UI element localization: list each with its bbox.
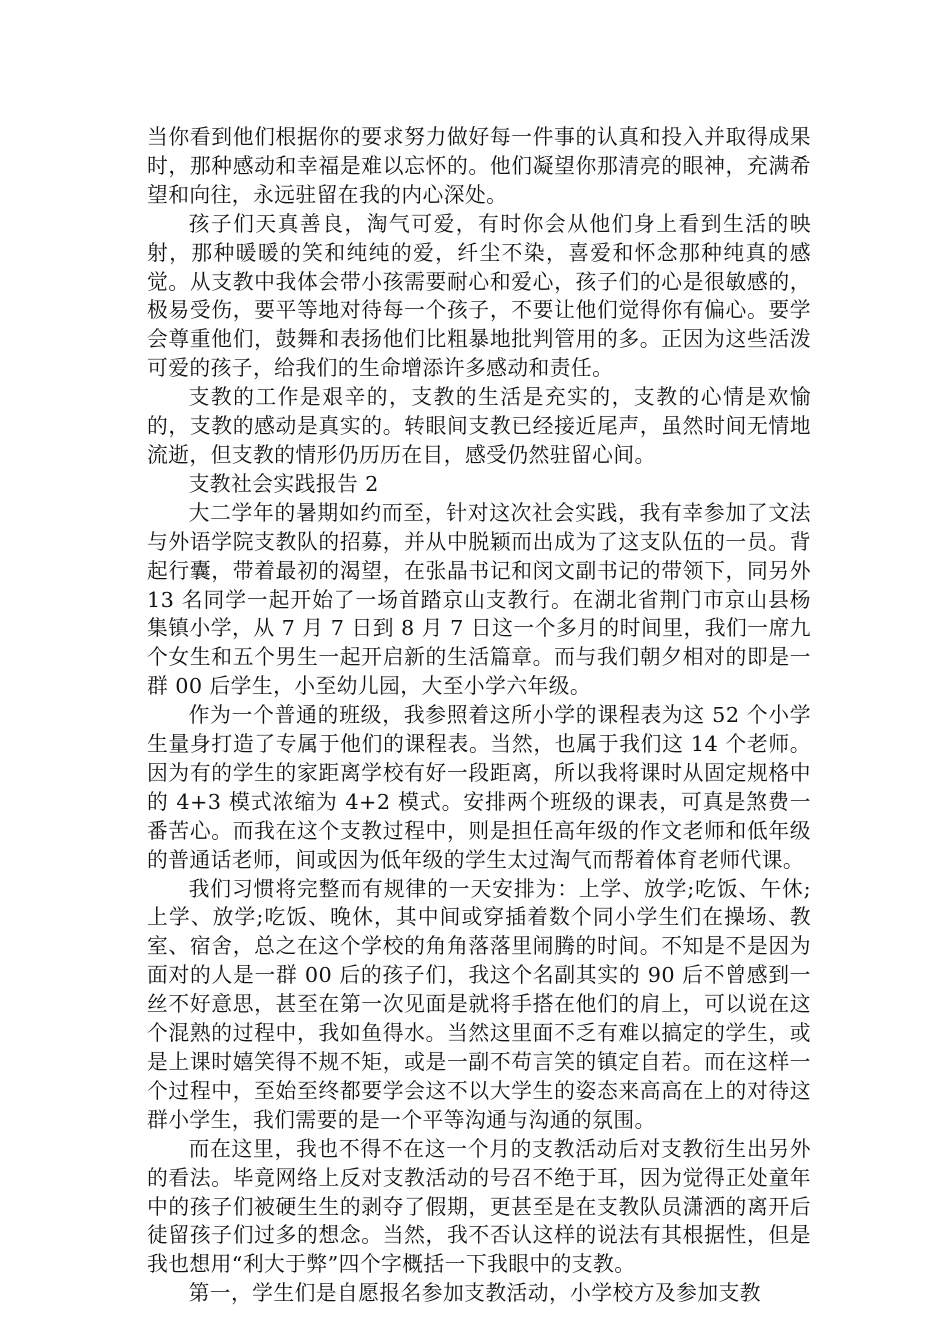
section-title: 支教社会实践报告 2 <box>188 471 379 496</box>
paragraph: 第一，学生们是自愿报名参加支教活动，小学校方及参加支教 <box>188 1281 761 1306</box>
paragraph: 而在这里，我也不得不在这一个月的支教活动后对支教衍生出另外的看法。毕竟网络上反对支教活动的号召不绝于耳，因为觉得正处童年中的孩子们被硬生生的剥夺了假期，更甚至是在支教队员潇洒的离开后徒留孩子们过多的想念。当然，我不否认这样的说法有其根据性，但是我也想用“利大于弊”四个字概括一下我眼中的支教。 <box>147 1136 811 1277</box>
paragraph: 大二学年的暑期如约而至，针对这次社会实践，我有幸参加了文法与外语学院支教队的招募，并从中脱颖而出成为了这支队伍的一员。背起行囊，带着最初的渴望，在张晶书记和闵文副书记的带领下，同另外 13 名同学一起开始了一场首踏京山支教行。在湖北省荆门市京山县杨集镇小学，从 7 月 7 日到 8 月 7 日这一个多月的时间里，我们一席九个女生和五个男生一起开启新的生活篇章。而与我们朝夕相对的即是一群 00 后学生，小至幼儿园，大至小学六年级。 <box>147 500 811 699</box>
paragraph: 支教的工作是艰辛的，支教的生活是充实的，支教的心情是欢愉的，支教的感动是真实的。转眼间支教已经接近尾声，虽然时间无情地流逝，但支教的情形仍历历在目，感受仍然驻留心间。 <box>147 385 811 467</box>
paragraph: 当你看到他们根据你的要求努力做好每一件事的认真和投入并取得成果时，那种感动和幸福是难以忘怀的。他们凝望你那清亮的眼神，充满希望和向往，永远驻留在我的内心深处。 <box>147 125 811 207</box>
document-body <box>147 123 811 1308</box>
paragraph: 孩子们天真善良，淘气可爱，有时你会从他们身上看到生活的映射，那种暖暖的笑和纯纯的爱，纤尘不染，喜爱和怀念那种纯真的感觉。从支教中我体会带小孩需要耐心和爱心，孩子们的心是很敏感的，极易受伤，要平等地对待每一个孩子，不要让他们觉得你有偏心。要学会尊重他们，鼓舞和表扬他们比粗暴地批判管用的多。正因为这些活泼可爱的孩子，给我们的生命增添许多感动和责任。 <box>147 211 811 381</box>
paragraph: 我们习惯将完整而有规律的一天安排为：上学、放学;吃饭、午休;上学、放学;吃饭、晚休，其中间或穿插着数个同小学生们在操场、教室、宿舍，总之在这个学校的角角落落里闹腾的时间。不知是不是因为面对的人是一群 00 后的孩子们，我这个名副其实的 90 后不曾感到一丝不好意思，甚至在第一次见面是就将手搭在他们的肩上，可以说在这个混熟的过程中，我如鱼得水。当然这里面不乏有难以搞定的学生，或是上课时嬉笑得不规不矩，或是一副不苟言笑的镇定自若。而在这样一个过程中，至始至终都要学会这不以大学生的姿态来高高在上的对待这群小学生，我们需要的是一个平等沟通与沟通的氛围。 <box>147 876 811 1132</box>
paragraph: 作为一个普通的班级，我参照着这所小学的课程表为这 52 个小学生量身打造了专属于他们的课程表。当然，也属于我们这 14 个老师。因为有的学生的家距离学校有好一段距离，所以我将课时从固定规格中的 4+3 模式浓缩为 4+2 模式。安排两个班级的课表，可真是煞费一番苦心。而我在这个支教过程中，则是担任高年级的作文老师和低年级的普通话老师，间或因为低年级的学生太过淘气而帮着体育老师代课。 <box>147 703 811 872</box>
